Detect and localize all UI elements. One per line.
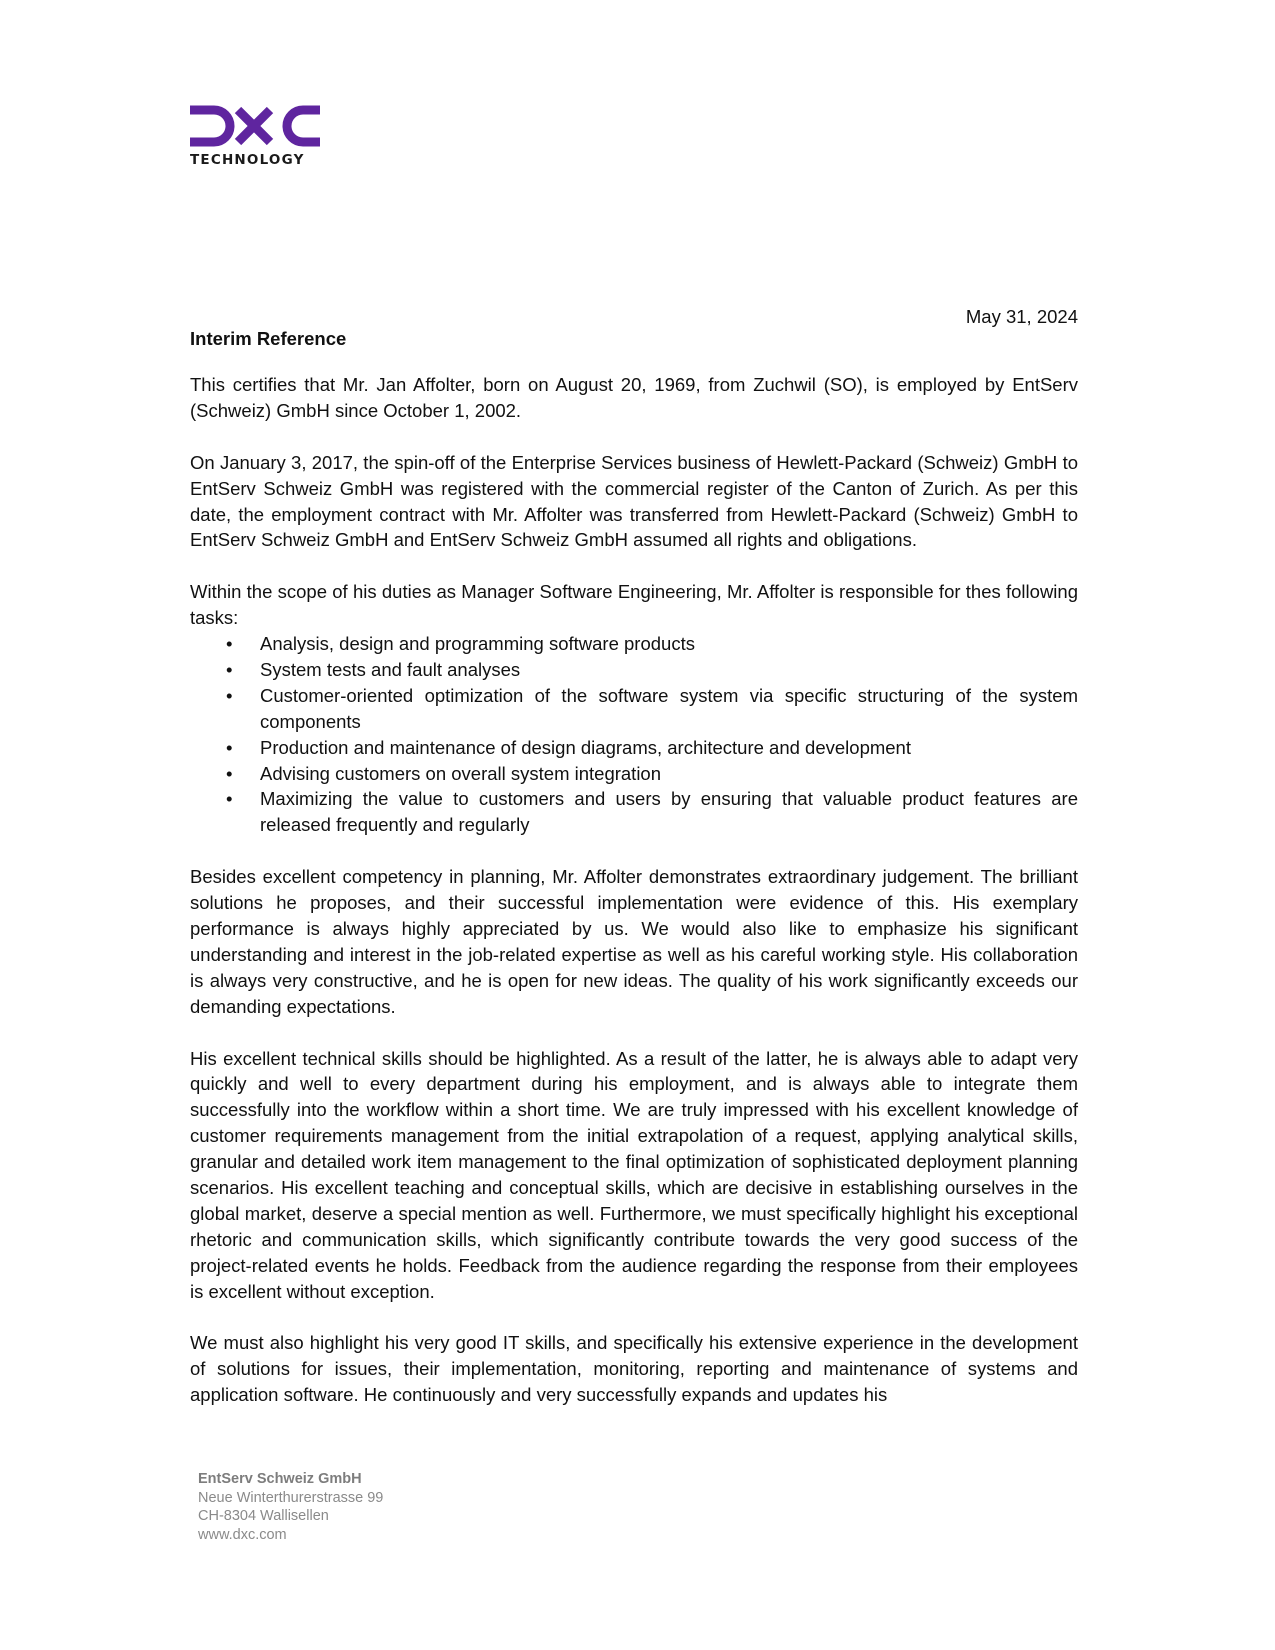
logo-subtitle: TECHNOLOGY (190, 152, 305, 168)
list-item (190, 761, 1078, 787)
paragraph-competency: Besides excellent competency in planning, Mr. Affolter demonstrates extraordinary judgement. The brilliant solutions he proposes, and their successful implementation were evidence of this. His exemplary performance is always highly appreciated by us. We would also like to emphasize his significant understanding and interest in the job-related expertise as well as his careful working style. His collaboration is always very constructive, and he is open for new ideas. The quality of his work significantly exceeds our demanding expectations. (190, 866, 1078, 1017)
bullet-icon: • (226, 658, 233, 680)
paragraph-it-skills: We must also highlight his very good IT skills, and specifically his extensive experience in the development of solutions for issues, their implementation, monitoring, reporting and maintenance of systems and application software. He continuously and very successfully expands and updates his (190, 1332, 1078, 1406)
list-item (190, 631, 1078, 657)
list-item (190, 735, 1078, 761)
letter-title: Interim Reference (190, 328, 347, 349)
footer-company: EntServ Schweiz GmbH (198, 1471, 362, 1487)
dxc-logo (190, 105, 324, 168)
footer-street: Neue Winterthurerstrasse 99 (198, 1489, 384, 1506)
task-text: System tests and fault analyses (260, 658, 521, 680)
company-footer (198, 1470, 383, 1544)
list-item (190, 683, 1078, 735)
bullet-icon: • (226, 684, 233, 706)
task-text: Advising customers on overall system integration (260, 762, 662, 784)
list-item (190, 657, 1078, 683)
paragraph-intro: This certifies that Mr. Jan Affolter, born on August 20, 1969, from Zuchwil (SO), is employed by EntServ (Schweiz) GmbH since October 1, 2002. (190, 374, 1078, 421)
footer-website: www.dxc.com (198, 1526, 287, 1543)
task-text: Customer-oriented optimization of the software system via specific structuring of the system components (260, 684, 1078, 732)
letter-body (190, 372, 1078, 1434)
footer-city: CH-8304 Wallisellen (198, 1508, 329, 1524)
paragraph-spinoff: On January 3, 2017, the spin-off of the Enterprise Services business of Hewlett-Packard (Schweiz) GmbH to EntServ Schweiz GmbH was registered with the commercial register of the Canton of Zurich. As per this date, the employment contract with Mr. Affolter was transferred from Hewlett-Packard (Schweiz) GmbH to EntServ Schweiz GmbH and EntServ Schweiz GmbH assumed all rights and obligations. (190, 451, 1078, 551)
paragraph-technical: His excellent technical skills should be highlighted. As a result of the latter, he is always able to adapt very quickly and well to every department during his employment, and is always able to integrate them successfully into the workflow within a short time. We are truly impressed with his excellent knowledge of customer requirements management from the initial extrapolation of a request, applying analytical skills, granular and detailed work item management to the final optimization of sophisticated deployment planning scenarios. His excellent teaching and conceptual skills, which are decisive in establishing ourselves in the global market, deserve a special mention as well. Furthermore, we must specifically highlight his exceptional rhetoric and communication skills, which significantly contribute towards the very good success of the project-related events he holds. Feedback from the audience regarding the response from their employees is excellent without exception. (190, 1047, 1078, 1302)
dxc-logo-mark (190, 105, 320, 147)
paragraph-duties-intro: Within the scope of his duties as Manager Software Engineering, Mr. Affolter is responsible for thes following tasks: (190, 581, 1078, 629)
task-text: Analysis, design and programming software products (260, 633, 695, 655)
bullet-icon: • (226, 788, 233, 810)
task-list (190, 631, 1078, 838)
bullet-icon: • (226, 633, 233, 655)
list-item (190, 786, 1078, 838)
task-text: Maximizing the value to customers and users by ensuring that valuable product features are released frequently and regularly (260, 788, 1078, 836)
letter-date: May 31, 2024 (965, 306, 1078, 327)
bullet-icon: • (226, 736, 233, 758)
task-text: Production and maintenance of design diagrams, architecture and development (260, 736, 911, 758)
bullet-icon: • (226, 762, 233, 784)
